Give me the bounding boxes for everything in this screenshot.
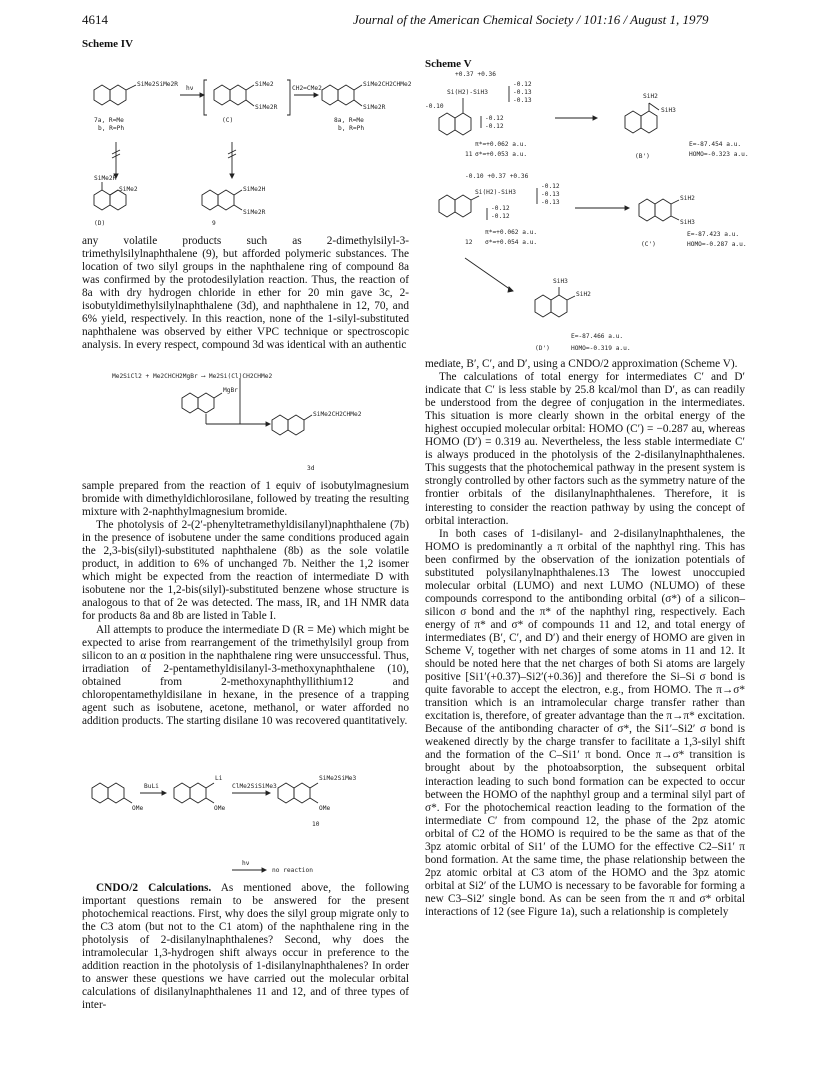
dp-si1: SiH3 — [553, 278, 568, 285]
scheme4-c-top: SiMe2 — [255, 81, 274, 88]
scheme4-d-side: SiMe2 — [119, 186, 138, 193]
product-10-silyl: SiMe2SiMe3 — [319, 775, 357, 782]
scheme4-lab7a: 7a, R=Me — [94, 117, 124, 124]
c11-left: -0.10 — [425, 103, 444, 110]
section-title: CNDO/2 Calculations. — [96, 882, 212, 894]
scheme4-lab-d: (D) — [94, 220, 106, 227]
li-label: Li — [215, 775, 223, 782]
paragraph: any volatile products such as 2-dimethylsilyl-3-trimethylsilylnaphthalene (9), but afforded polymeric substances. The location of two silyl groups in the naphthalene ring of compound 8a was confirmed by the protodesilylation reaction. Thus, the reaction of 8a with dry hydrogen chloride in ether for 20 min gave 3c, 2-isobutyldimethylsilylnaphthalene (3d), and naphthalene in 12, 70, and 6% yield, respectively. In this reaction, none of the 1-silyl-substituted naphthalene was observed by either VPC technique or spectroscopic analysis. In every respect, compound 3d was identical with an authentic — [82, 235, 409, 352]
b-si2: SiH3 — [661, 107, 676, 114]
scheme4-title: Scheme IV — [82, 38, 134, 50]
paragraph: mediate, B′, C′, and D′, using a CNDO/2 approximation (Scheme V). — [425, 358, 738, 370]
c12-r2: -0.13 — [541, 191, 560, 198]
scheme4-lab9: 9 — [212, 220, 216, 227]
scheme4-sub1: SiMe2SiMe2R — [137, 81, 178, 88]
cp-homo: HOMO=-0.287 a.u. — [687, 241, 747, 248]
cp-si1: SiH2 — [680, 195, 695, 202]
c11-silyl: Si(H2)-SiH3 — [447, 89, 488, 96]
dp-si2: SiH2 — [576, 291, 591, 298]
c12-r1: -0.12 — [541, 183, 560, 190]
scheme4-lab7b: b, R=Ph — [98, 125, 125, 132]
scheme5-figure — [425, 68, 749, 368]
c11-ring1: -0.12 — [485, 115, 504, 122]
scheme-3d-synthesis — [82, 370, 409, 480]
scheme4-p8-top: SiMe2CH2CHMe2 — [363, 81, 412, 88]
left-text-3 — [82, 882, 409, 1012]
c11-r2: -0.13 — [513, 89, 532, 96]
no-reaction-label: no reaction — [272, 867, 313, 874]
reaction-line: Me2SiCl2 + Me2CHCH2MgBr ⟶ Me2Si(Cl)CH2CHMe2 — [112, 373, 273, 380]
c12-ring1: -0.12 — [491, 205, 510, 212]
cp-label: (C') — [641, 241, 656, 248]
b-label: (B') — [635, 153, 650, 160]
hv-label: hν — [242, 860, 250, 867]
mgbr-label: MgBr — [223, 387, 238, 394]
product-3d-label: SiMe2CH2CHMe2 — [313, 411, 362, 418]
buli-label: BuLi — [144, 783, 159, 790]
b-homo: HOMO=-0.323 a.u. — [689, 151, 749, 158]
scheme4-d-top: SiMe2R — [94, 175, 117, 182]
journal-citation: Journal of the American Chemical Society / 101:16 / August 1, 1979 — [353, 12, 709, 27]
scheme4-c-bot: SiMe2R — [255, 104, 278, 111]
cp-energy: E=-87.423 a.u. — [687, 231, 740, 238]
paragraph: The photolysis of 2-(2′-phenyltetramethyldisilanyl)naphthalene (7b) in the presence of isobutene under the same conditions produced again the 2,3-bis(silyl)-substituted naphthalene (8b) as the sole volatile product, in addition to 6% of unchanged 7b. Neither the 1,2 isomer which might be expected from the reaction of intermediate D with isobutene nor the 1,2-bis(silyl)-substituted benzene whose structure is analogous to that of 2e was detected. The mass, IR, and 1H NMR data for products 8a and 8b are listed in Table I. — [82, 519, 409, 623]
left-text-1 — [82, 235, 409, 352]
section-text: As mentioned above, the following important questions remain to be answered for the present photochemical reactions. First, why does the silyl group migrate only to the C3 atom (but not to the C1 atom) of the naphthalene ring in the photolysis of 2-disilanylnaphthalenes? Second, why does the intramolecular 1,3-hydrogen shift always occur in preference to the addition reaction in the photolysis of 1-disilanylnaphthalenes? In order to answer these questions we have carried out the molecular orbital calculations of disilanylnaphthalenes 11 and 12, and of three types of inter- — [82, 882, 409, 1012]
compound-3d-number: 3d — [307, 465, 315, 472]
paragraph: sample prepared from the reaction of 1 equiv of isobutylmagnesium bromide with dimethyldichlorosilane, followed by treating the resulting mixture with 2-naphthylmagnesium bromide. — [82, 480, 409, 519]
ome-label-2: OMe — [214, 805, 226, 812]
scheme4-figure — [82, 50, 412, 230]
scheme4-hv: hν — [186, 85, 194, 92]
c11-r1: -0.12 — [513, 81, 532, 88]
c12-ring2: -0.12 — [491, 213, 510, 220]
scheme4-s9-bot: SiMe2R — [243, 209, 266, 216]
right-text — [425, 358, 745, 919]
c11-r3: -0.13 — [513, 97, 532, 104]
cp-si2: SiH3 — [680, 219, 695, 226]
dp-energy: E=-87.466 a.u. — [571, 333, 624, 340]
left-text-2 — [82, 480, 409, 728]
scheme4-reagent: CH2=CMe2 — [292, 85, 322, 92]
compound-12-number: 12 — [465, 239, 473, 246]
scheme-10-synthesis — [82, 758, 409, 878]
paragraph: In both cases of 1-disilanyl- and 2-disilanylnaphthalenes, the HOMO is predominantly a π orbital of the naphthyl ring. This has been confirmed by the observation of the ionization potentials of substituted polysilanylnaphthalenes.13 The lowest unoccupied molecular orbital (LUMO) and next LUMO (NLUMO) of these compounds correspond to the antibonding orbital (σ*) of a silicon–silicon σ bond and the π* of the naphthyl ring, respectively. Each energy of π* and σ* of compounds 11 and 12, and total energy of intermediates (B′, C′, and D′) and their energy of HOMO are given in Scheme V, together with net charges of some atoms in 11 and 12. It should be noted here that the net charges of both Si atoms are largely positive [Si1′(+0.37)–Si2′(+0.36)] and therefore the Si–Si σ bond is quite favorable to accept the electron, e.g., from HOMO. The π→σ* transition which is an intramolecular charge transfer rather than excitation is, therefore, of greater advantage than the π→π* excitation. Because of the antibonding character of σ*, the Si1′–Si2′ σ bond is weakened directly by the charge transfer to facilitate a 1,3-silyl shift and the formation of the C–Si1′ π bond. Once π→σ* transition is brought about by the photoabsorption, the subsequent orbital interaction leading to such bond formation can be expected to occur between the HOMO of the naphthyl group and a terminal silyl part of σ*. For the photochemical reaction leading to the formation of the intermediate C′ from compound 12, the phase of the 2pz atomic orbital of C2 of the HOMO is required to be the same as that of the 3pz atomic orbital of Si1′ of the LUMO for the effective C2–Si1′ π bond formation. At the same time, the phase relationship between the 2pz atomic orbital at C3 atom of the HOMO and the 3pz atomic orbital at Si2′ of the LUMO is necessary to be favorable for forming a new C3–Si2′ single bond. As can be seen from the π and σ* orbital interactions of 12 (see Figure 1a), such a relationship is completely — [425, 527, 745, 918]
dp-homo: HOMO=-0.319 a.u. — [571, 345, 631, 352]
c12-top-charges: -0.10 +0.37 +0.36 — [465, 173, 529, 180]
disilane-reagent: ClMe2SiSiMe3 — [232, 783, 277, 790]
c12-pi: π*=+0.062 a.u. — [485, 229, 538, 236]
scheme4-lab8b: b, R=Ph — [338, 125, 365, 132]
c12-r3: -0.13 — [541, 199, 560, 206]
scheme4-lab-c: (C) — [222, 117, 234, 124]
paragraph: All attempts to produce the intermediate D (R = Me) which might be expected to arise from rearrangement of the trimethylsilyl group from silicon to an α position in the naphthalene ring were unsuccessful. Thus, irradiation of 2-pentamethyldisilanyl-3-methoxynaphthalene (10), obtained from 2-methoxynaphthyllithium12 and chloropentamethyldisilane in hexane, in the presence of a trapping agent such as isobutene, acetone, methanol, or water afforded no addition products. The starting disilane 10 was recovered quantitatively. — [82, 623, 409, 727]
c11-sigma: σ*=+0.053 a.u. — [475, 151, 528, 158]
c12-sigma: σ*=+0.054 a.u. — [485, 239, 538, 246]
scheme4-s9-top: SiMe2H — [243, 186, 266, 193]
c11-pi: π*=+0.062 a.u. — [475, 141, 528, 148]
c11-ring2: -0.12 — [485, 123, 504, 130]
compound-11-number: 11 — [465, 151, 473, 158]
b-energy: E=-87.454 a.u. — [689, 141, 742, 148]
c11-top-charges: +0.37 +0.36 — [455, 71, 496, 78]
ome-label-3: OMe — [319, 805, 331, 812]
paragraph — [82, 882, 409, 1012]
b-si1: SiH2 — [643, 93, 658, 100]
page-number: 4614 — [82, 12, 108, 27]
scheme5-title: Scheme V — [425, 58, 472, 70]
c12-silyl: Si(H2)-SiH3 — [475, 189, 516, 196]
paragraph: The calculations of total energy for intermediates C′ and D′ indicate that C′ is less stable by 25.8 kcal/mol than D′, as can readily be understood from the degree of conjugation in the intermediates. This situation is more clearly shown in the orbital energy of the highest occupied molecular orbital: HOMO (C′) = −0.287 au, whereas HOMO (D′) = 0.319 au. Nevertheless, the less stable intermediate C′ is always produced in the photolysis of the 2-disilanylnaphthalenes. This suggests that the photochemical pathway in the present system is strongly controlled by other factors such as the symmetry nature of the frontier orbitals of the disilanylnaphthalenes. Therefore, it is interesting to consider the reaction pathway by using the concept of orbital interaction. — [425, 371, 745, 527]
dp-label: (D') — [535, 345, 550, 352]
scheme4-lab8a: 8a, R=Me — [334, 117, 364, 124]
ome-label-1: OMe — [132, 805, 144, 812]
scheme4-p8-bot: SiMe2R — [363, 104, 386, 111]
compound-10-number: 10 — [312, 821, 320, 828]
